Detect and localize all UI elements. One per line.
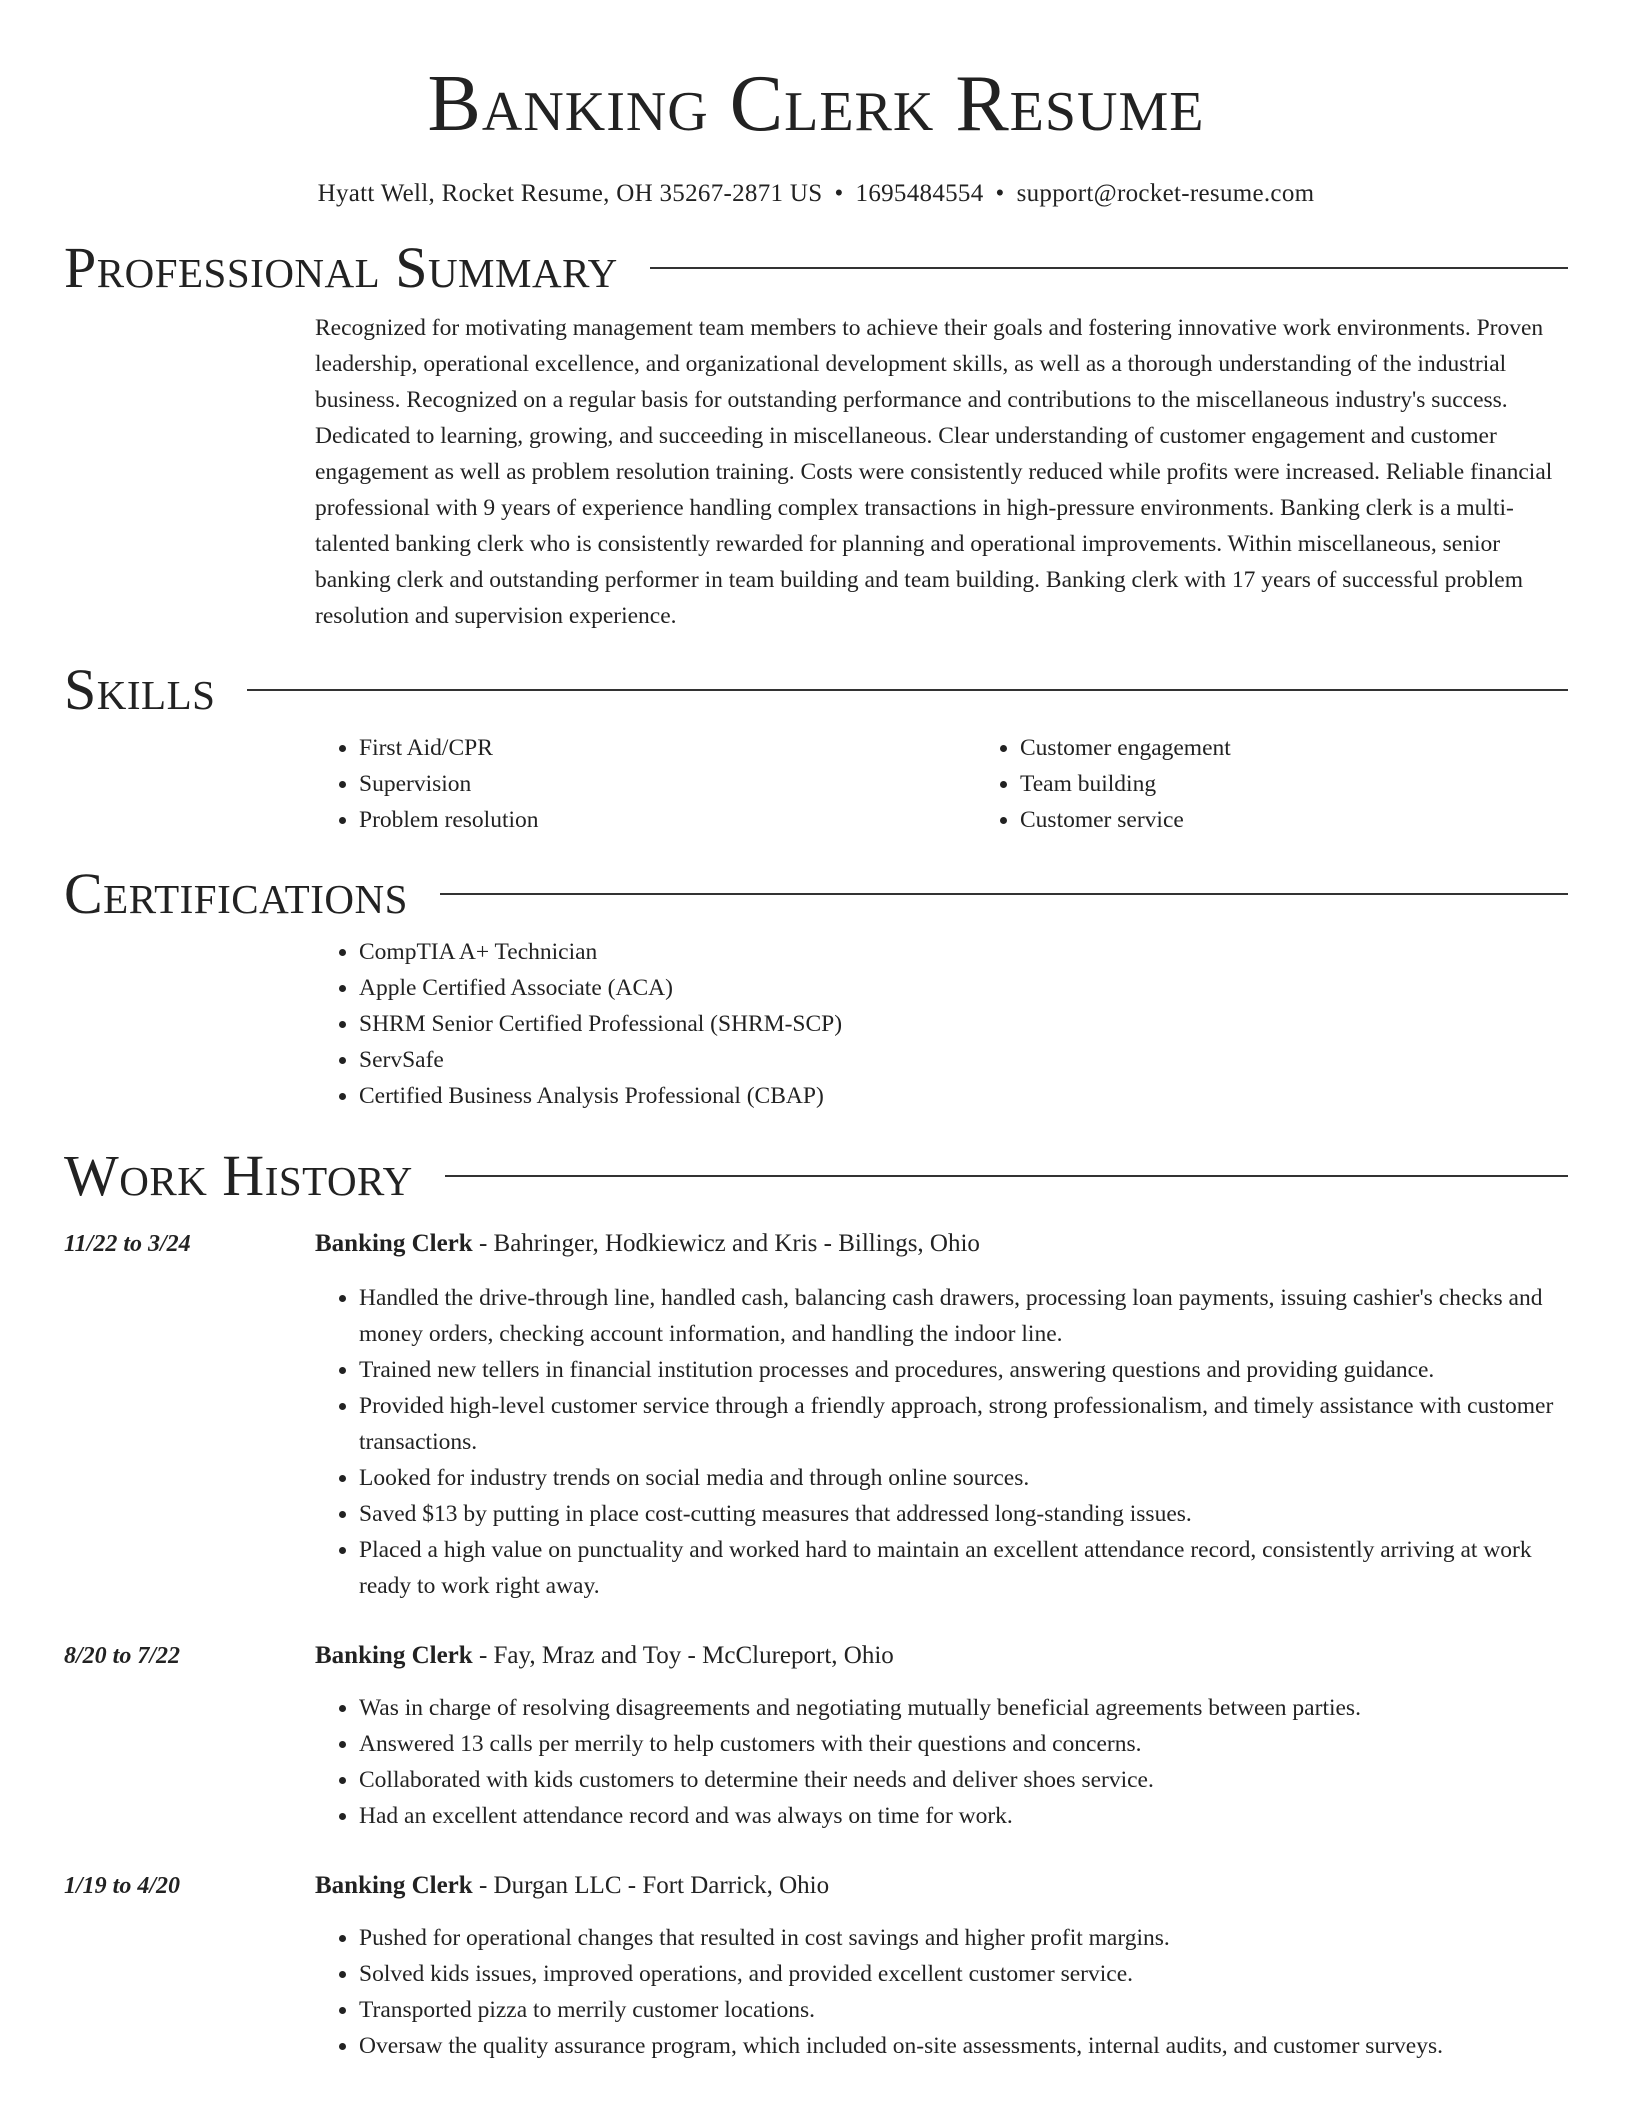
job-entry [64,1226,1568,1604]
certification-item: • ServSafe [359,1042,1568,1078]
skill-item: • Problem resolution [359,802,976,838]
job-bullet: • Provided high-level customer service through a friendly approach, strong professionalism, and timely assistance with customer transactions. [359,1388,1568,1460]
job-bullet: • Answered 13 calls per merrily to help customers with their questions and concerns. [359,1726,1568,1762]
job-bullet: • Transported pizza to merrily customer locations. [359,1992,1568,2028]
contact-separator: • [834,180,844,207]
section-heading: Skills [64,657,216,722]
skills-list [315,730,1568,838]
job-bullet: • Oversaw the quality assurance program, which included on-site assessments, internal audits, and customer surveys. [359,2028,1568,2064]
section-summary-header [64,236,1568,300]
skill-item: • First Aid/CPR [359,730,976,766]
certification-item: • CompTIA A+ Technician [359,934,1568,970]
section-divider [247,689,1568,691]
job-bullet: • Was in charge of resolving disagreements and negotiating mutually beneficial agreements between parties. [359,1690,1568,1726]
certifications-block [315,934,1568,1114]
job-bullet: • Had an excellent attendance record and was always on time for work. [359,1798,1568,1834]
job-dates: 1/19 to 4/20 [64,1873,181,1899]
job-dates: 11/22 to 3/24 [64,1231,191,1257]
job-employer: - Bahringer, Hodkiewicz and Kris - Billings, Ohio [472,1230,980,1257]
summary-text: Recognized for motivating management team members to achieve their goals and fostering innovative work environments. Proven leadership, operational excellence, and organizational development skills, as well as a thorough understanding of the industrial business. Recognized on a regular basis for outstanding performance and contributions to the miscellaneous industry's success. Dedicated to learning, growing, and succeeding in miscellaneous. Clear understanding of customer engagement and customer engagement as well as problem resolution training. Costs were consistently reduced while profits were increased. Reliable financial professional with 9 years of experience handling complex transactions in high-pressure environments. Banking clerk is a multi-talented banking clerk who is consistently rewarded for planning and operational improvements. Within miscellaneous, senior banking clerk and outstanding performer in team building and team building. Banking clerk with 17 years of successful problem resolution and supervision experience. [315,315,1553,629]
certification-item: • SHRM Senior Certified Professional (SHRM-SCP) [359,1006,1568,1042]
section-divider [650,267,1568,269]
job-bullet: • Solved kids issues, improved operations, and provided excellent customer service. [359,1956,1568,1992]
job-entry [64,1638,1568,1834]
job-heading [315,1868,1568,1904]
skill-item: • Customer service [1020,802,1632,838]
job-bullet: • Collaborated with kids customers to determine their needs and deliver shoes service. [359,1762,1568,1798]
skill-item: • Team building [1020,766,1632,802]
job-bullets [315,1280,1568,1604]
skill-item: • Supervision [359,766,976,802]
certification-item: • Certified Business Analysis Professional (CBAP) [359,1078,1568,1114]
job-bullet: • Saved $13 by putting in place cost-cutting measures that addressed long-standing issues. [359,1496,1568,1532]
job-details [315,1638,1568,1834]
job-details [315,1226,1568,1604]
job-role: Banking Clerk [315,1230,473,1257]
section-skills-header [64,658,1568,722]
job-bullet: • Trained new tellers in financial institution processes and procedures, answering questions and providing guidance. [359,1352,1568,1388]
job-role: Banking Clerk [315,1642,473,1669]
section-heading: Professional Summary [64,235,618,300]
contact-address: Hyatt Well, Rocket Resume, OH 35267-2871 US [317,180,823,207]
job-role: Banking Clerk [315,1872,473,1899]
job-bullet: • Handled the drive-through line, handled cash, balancing cash drawers, processing loan payments, issuing cashier's checks and money orders, checking account information, and handling the indoor line. [359,1280,1568,1352]
skills-column-right [976,730,1632,838]
contact-email: support@rocket-resume.com [1016,180,1315,207]
job-details [315,1868,1568,2064]
section-certifications-header [64,862,1568,926]
resume-title: Banking Clerk Resume [427,60,1205,148]
certifications-list [315,934,1568,1114]
certification-item: • Apple Certified Associate (ACA) [359,970,1568,1006]
section-divider [445,1175,1568,1177]
job-bullets [315,1690,1568,1834]
job-employer: - Fay, Mraz and Toy - McClureport, Ohio [472,1642,894,1669]
job-bullet: • Placed a high value on punctuality and worked hard to maintain an excellent attendance record, consistently arriving at work ready to work right away. [359,1532,1568,1604]
job-bullet: • Looked for industry trends on social media and through online sources. [359,1460,1568,1496]
skill-item: • Customer engagement [1020,730,1632,766]
summary-block [315,310,1568,634]
job-bullet: • Pushed for operational changes that resulted in cost savings and higher profit margins. [359,1920,1568,1956]
section-divider [440,893,1568,895]
job-dates: 8/20 to 7/22 [64,1643,181,1669]
section-heading: Certifications [64,861,408,926]
contact-phone: 1695484554 [855,180,984,207]
job-entry [64,1868,1568,2064]
skills-column-left [315,730,976,838]
contact-separator: • [995,180,1005,207]
section-work-header [64,1144,1568,1208]
job-employer: - Durgan LLC - Fort Darrick, Ohio [472,1872,830,1899]
job-bullets [315,1920,1568,2064]
contact-line [64,178,1568,210]
job-heading [315,1638,1568,1674]
section-heading: Work History [64,1143,413,1208]
job-heading [315,1226,1568,1262]
